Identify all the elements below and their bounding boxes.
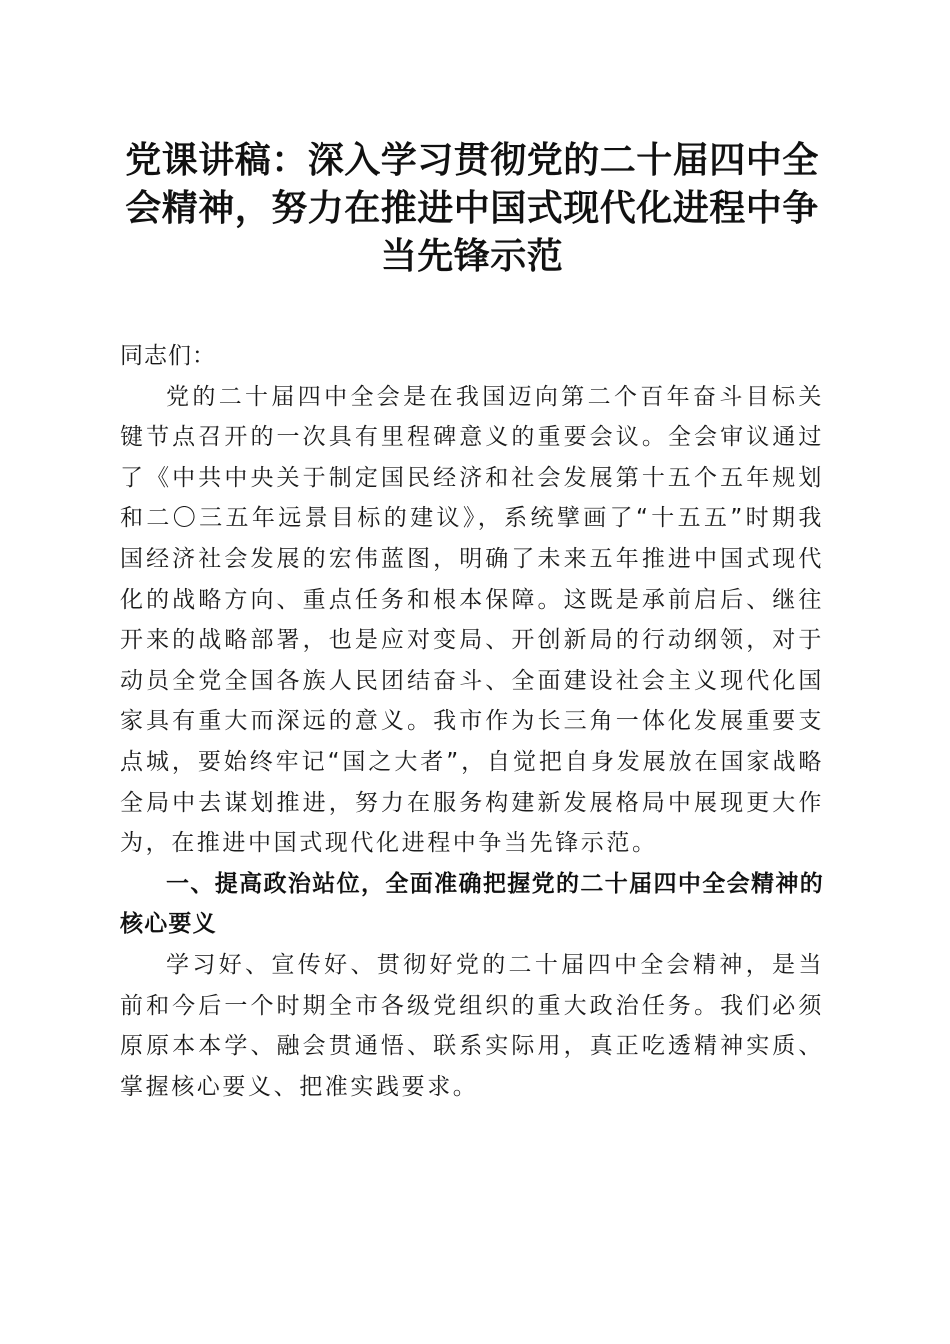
section-1-paragraph: 学习好、宣传好、贯彻好党的二十届四中全会精神，是当前和今后一个时期全市各级党组织的重大政治任务。我们必须原原本本学、融会贯通悟、联系实际用，真正吃透精神实质、掌握核心要义、把准实践要求。 bbox=[120, 951, 824, 1100]
section-heading-1: 一、提高政治站位，全面准确把握党的二十届四中全会精神的核心要义 bbox=[120, 870, 824, 938]
salutation: 同志们： bbox=[120, 343, 216, 369]
document-title: 党课讲稿：深入学习贯彻党的二十届四中全会精神，努力在推进中国式现代化进程中争当先锋示范 bbox=[125, 139, 819, 277]
intro-paragraph: 党的二十届四中全会是在我国迈向第二个百年奋斗目标关键节点召开的一次具有里程碑意义的重要会议。全会审议通过了《中共中央关于制定国民经济和社会发展第十五个五年规划和二〇三五年远景目标的建议》，系统擘画了“十五五”时期我国经济社会发展的宏伟蓝图，明确了未来五年推进中国式现代化的战略方向、重点任务和根本保障。这既是承前启后、继往开来的战略部署，也是应对变局、开创新局的行动纲领，对于动员全党全国各族人民团结奋斗、全面建设社会主义现代化国家具有重大而深远的意义。我市作为长三角一体化发展重要支点城，要始终牢记“国之大者”，自觉把自身发展放在国家战略全局中去谋划推进，努力在服务构建新发展格局中展现更大作为，在推进中国式现代化进程中争当先锋示范。 bbox=[120, 383, 824, 857]
document-body bbox=[120, 336, 824, 1107]
